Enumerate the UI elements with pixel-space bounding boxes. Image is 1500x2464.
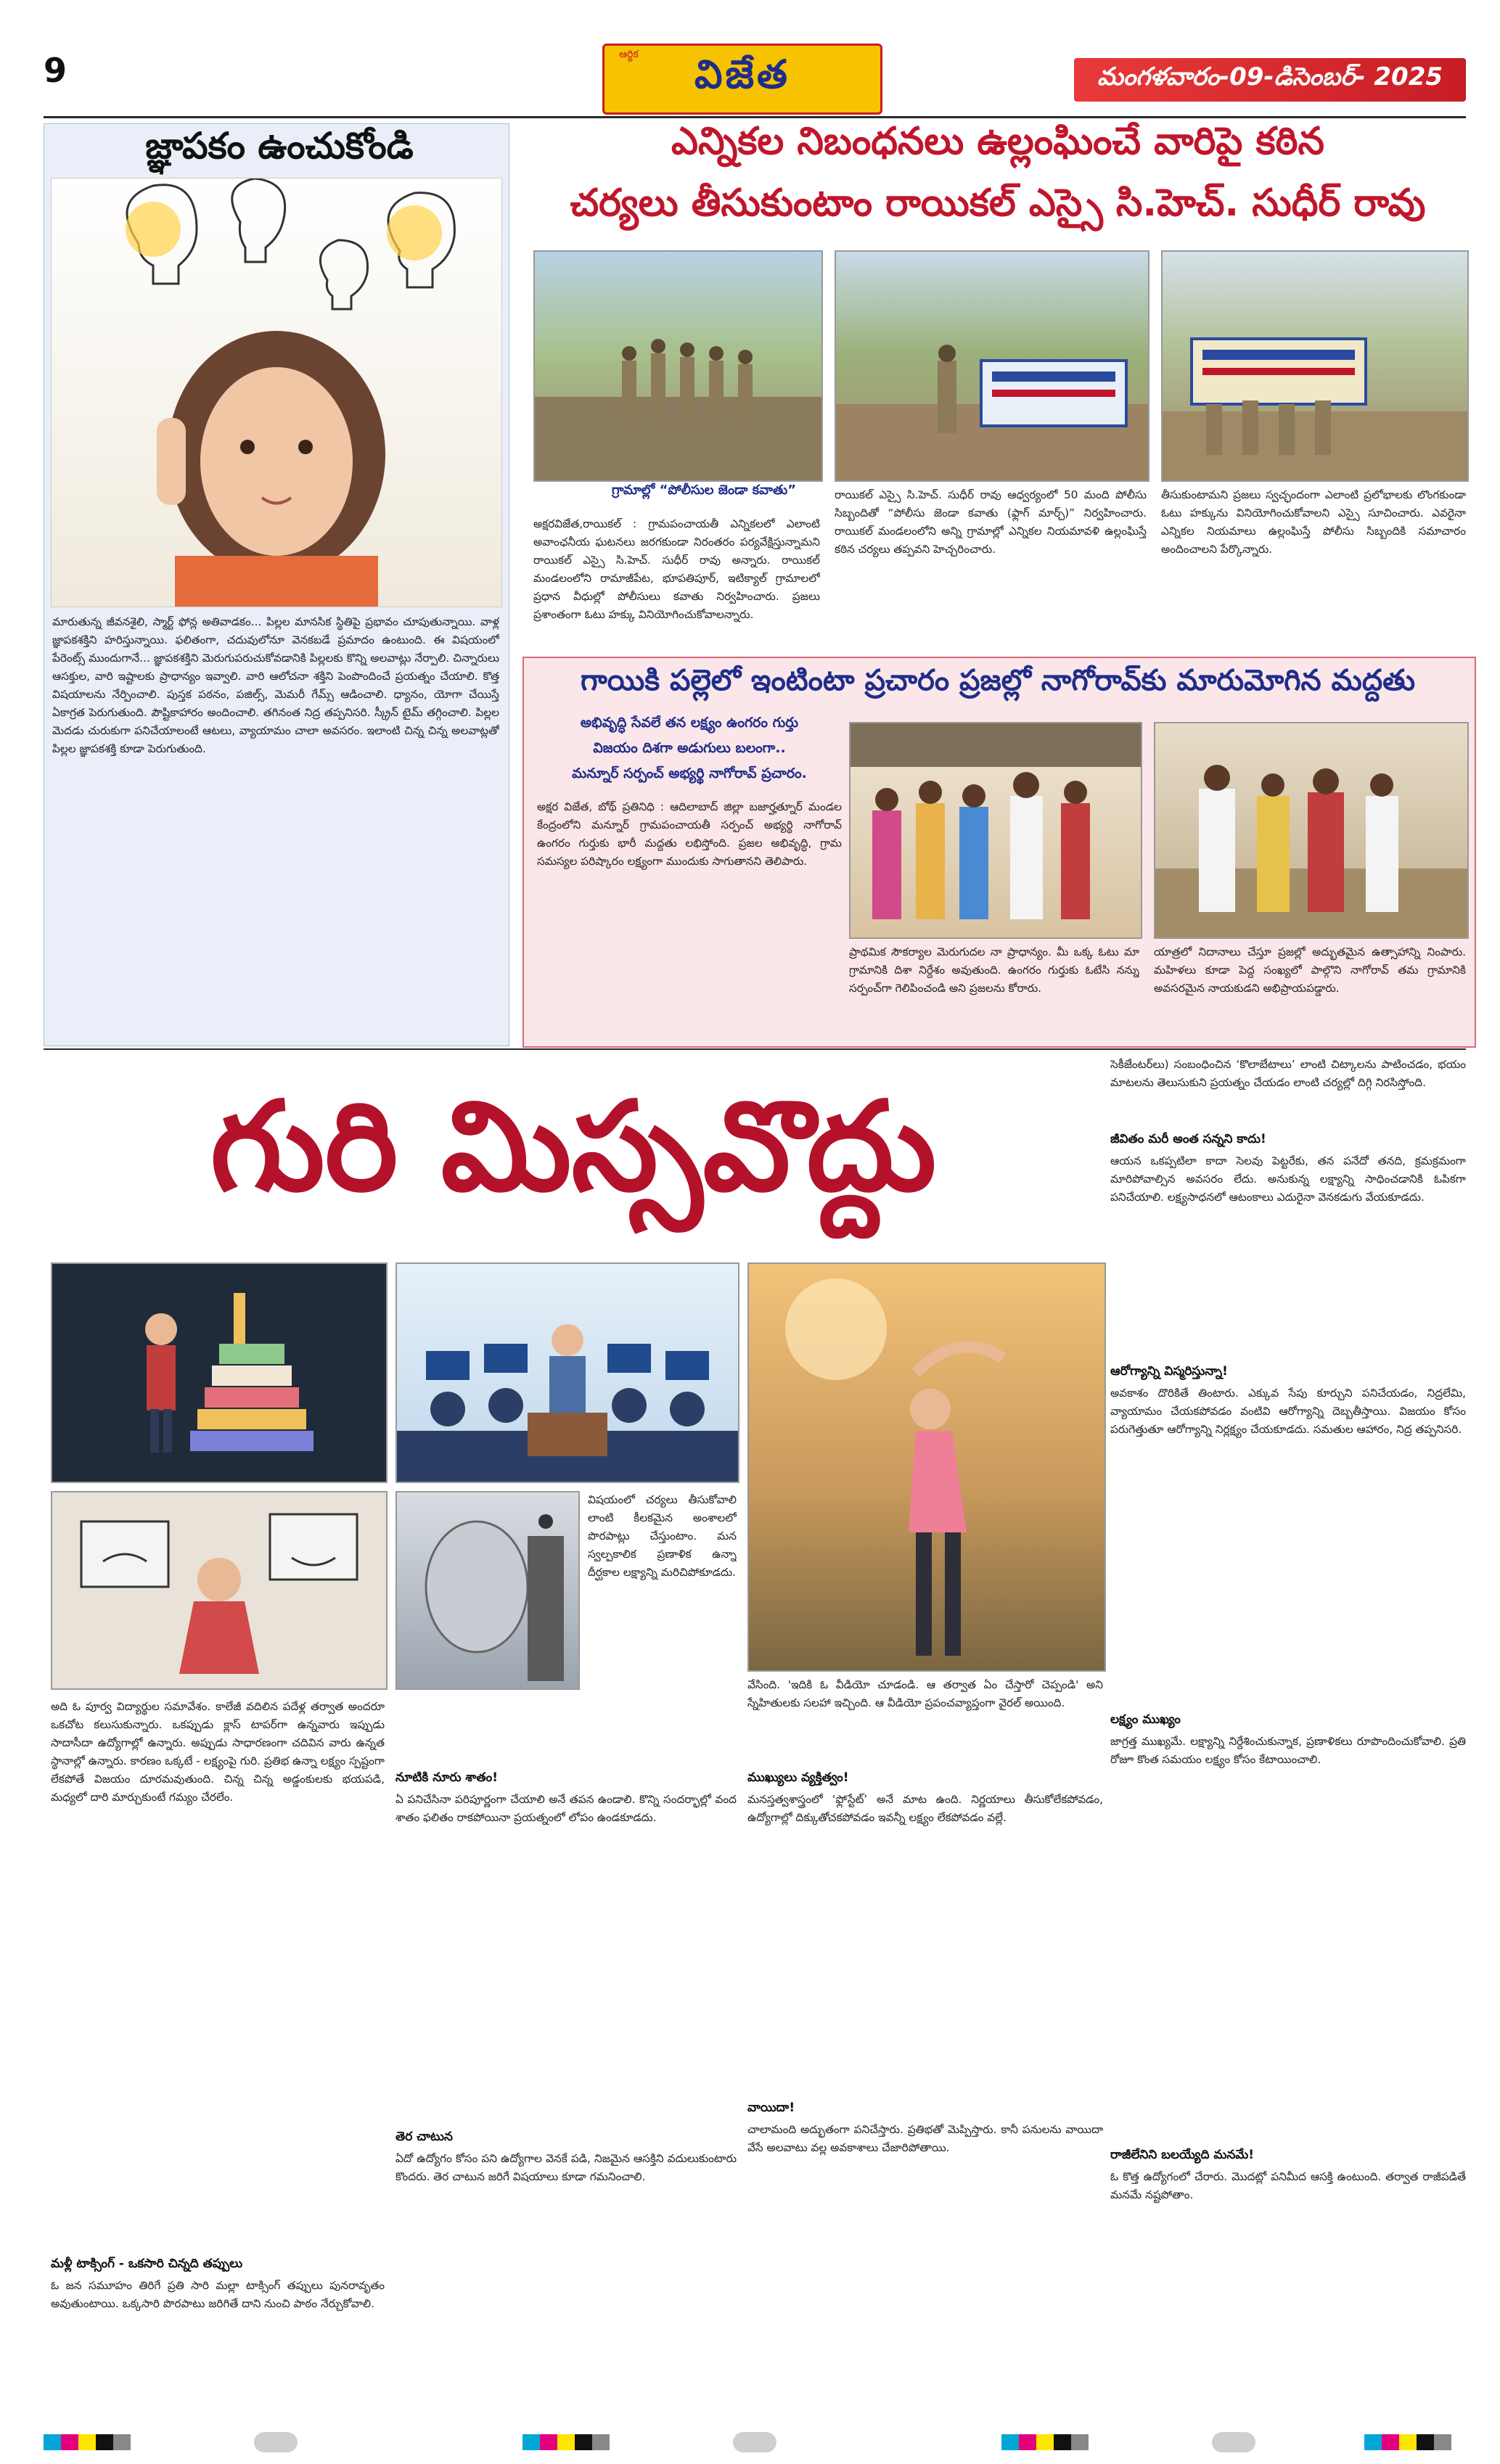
story2-subhead-1: అభివృద్ధి సేవలే తన లక్ష్యం ఉంగరం గుర్తు [580, 715, 799, 731]
feature-headline: గురి మిస్సవొద్దు [210, 1074, 937, 1219]
story1-col3: తీసుకుంటామని ప్రజలు స్వచ్ఛందంగా ఎలాంటి ప్రలోభాలకు లొంగకుండా ఓటు హక్కును వినియోగించుకోవాలని ఎస్సై సూచించారు. ఎవరైనా ఎన్నికల నియమాలు ఉల్లంఘిస్తే పోలీసు సిబ్బందికి సమాచారం అందించాలని పేర్కొన్నారు. [1161, 488, 1466, 556]
story2-col2: ప్రాథమిక సౌకర్యాల మెరుగుదల నా ప్రాధాన్యం. మీ ఒక్క ఓటు మా గ్రామానికి దిశా నిర్దేశం అవుతుంది. ఉంగరం గుర్తుకు ఓటేసి నన్ను సర్పంచ్‌గా గెలిపించండి అని ప్రజలను కోరారు. [849, 945, 1139, 995]
masthead-logo [602, 44, 882, 115]
section-nature-text: ఏ పనిచేసినా పరిపూర్ణంగా చేయాలి అనే తపన ఉండాలి. కొన్ని సందర్భాల్లో వంద శాతం ఫలితం రాకపోయినా ప్రయత్నంలో లోపం ఉండకూడదు. [396, 1793, 737, 1824]
top-divider [44, 116, 1466, 118]
section-wait-title: వాయిదా! [747, 2100, 795, 2115]
story2-photo-people [1154, 722, 1469, 939]
story2-subhead-1b: విజయం దిశగా అడుగులు బలంగా.. [593, 740, 786, 756]
mid-divider [44, 1048, 1466, 1050]
story2-col3: యాత్రలో నిదానాలు చేస్తూ ప్రజల్లో అద్భుతమైన ఉత్సాహాన్ని నింపారు. మహిళలు కూడా పెద్ద సంఖ్యలో పాల్గొని నాగోరావ్ తమ గ్రామానికి అవసరమైన నాయకుడని అభిప్రాయపడ్డారు. [1154, 945, 1466, 995]
footer-color-bar-left [44, 2434, 131, 2450]
section-health-text: అవకాశం దొరికితే తింటారు. ఎక్కువ సేపు కూర్చుని పనిచేయడం, నిద్రలేమి, వ్యాయామం చేయకపోవడం వంటివి ఆరోగ్యాన్ని దెబ్బతీస్తాయి. విజయం కోసం పరుగెత్తుతూ ఆరోగ్యాన్ని నిర్లక్ష్యం చేయకూడదు. సమతుల ఆహారం, నిద్ర తప్పనిసరి. [1110, 1387, 1466, 1436]
section-health-title: ఆరోగ్యాన్ని విస్మరిస్తున్నా! [1110, 1364, 1228, 1379]
feature-col-a: అది ఓ పూర్వ విద్యార్థుల సమావేశం. కాలేజీ వదిలిన పదేళ్ల తర్వాత అందరూ ఒకచోట కలుసుకున్నారు. ఒకప్పుడు క్లాస్ టాపర్‌గా ఉన్నవారు ఇప్పుడు సాదాసీదా ఉద్యోగాల్లో ఉన్నారు. అప్పుడు సాధారణంగా చదివిన వారు ఉన్నత స్థానాల్లో ఉన్నారు. కారణం ఒక్కటే - లక్ష్యంపై గురి. ప్రతిభ ఉన్నా లక్ష్యం స్పష్టంగా లేకపోతే విజయం దూరమవుతుంది. చిన్న చిన్న అడ్డంకులకు భయపడి, మధ్యలో దారి మార్చుకుంటే గమ్యం చేరలేం. [51, 1700, 385, 1804]
section-net-title: తెర చాటున [396, 2130, 453, 2144]
masthead-title: విజేత [694, 51, 790, 97]
feature-image-books [51, 1262, 388, 1483]
section-error-title: మళ్లీ టాక్సింగ్ - ఒకసారి చిన్నది తప్పులు [51, 2256, 243, 2271]
campaign-scene [851, 723, 1141, 937]
books-stack-illustration [52, 1264, 386, 1482]
section-risk-title: రాజీలేనిని బలయ్యేది మనమే! [1110, 2148, 1255, 2162]
sidebar-title: జ్ఞాపకం ఉంచుకోండి [145, 125, 414, 167]
masthead-tag: ఆర్థిక [619, 49, 639, 60]
section-life-text: ఆయన ఒకప్పటిలా కాదా సెలవు పెట్టరేకు, తన పనేదో తనది, క్రమక్రమంగా మారిపోవాల్సిన అవసరం లేదు. అనుకున్న లక్ష్యాన్ని సాధించడానికి ఓపికగా పనిచేయాలి. లక్ష్యసాధనలో ఆటంకాలు ఎదురైనా వెనకడుగు వేయకూడదు. [1110, 1154, 1466, 1204]
story1-headline-line2: చర్యలు తీసుకుంటాం రాయికల్ ఎస్సై సి.హెచ్. సుధీర్ రావు [570, 181, 1426, 225]
story2-headline: గాయికి పల్లెలో ఇంటింటా ప్రచారం ప్రజల్లో నాగోరావ్‌కు మారుమోగిన మద్దతు [580, 664, 1416, 697]
footer-registration-mark [254, 2432, 298, 2452]
footer-registration-mark-3 [1212, 2432, 1255, 2452]
banner-scene [836, 252, 1148, 480]
feature-image-stress [51, 1491, 388, 1690]
story1-photo-banner [835, 250, 1149, 482]
lightbulb-illustration [52, 178, 501, 607]
section-error-text: ఓ జన సమూహం తిరిగే ప్రతి సారి మల్లా టాక్సింగ్ తప్పులు పునరావృతం అవుతుంటాయి. ఒక్కసారి పొరపాటు జరిగితే దాని నుంచి పాఠం నేర్చుకోవాలి. [51, 2279, 385, 2310]
story2-photo-campaign [849, 722, 1142, 939]
story1-photo-rally [1161, 250, 1469, 482]
story1-photo-march [533, 250, 823, 482]
section-life-title: జీవితం మరీ అంత సన్నని కాదు! [1110, 1132, 1266, 1146]
people-scene [1155, 723, 1467, 937]
woman-stretching-photo [749, 1264, 1104, 1670]
footer-color-bar-far-right [1364, 2434, 1451, 2450]
footer-color-bar-right [1001, 2434, 1089, 2450]
story2-col1: అక్షర విజేత, బోథ్ ప్రతినిధి : ఆదిలాబాద్ జిల్లా బజార్హత్నూర్ మండల కేంద్రంలోని మన్నూర్ గ్రామపంచాయతీ సర్పంచ్ అభ్యర్థి నాగోరావ్ ఉంగరం గుర్తుకు భారీ మద్దతు లభిస్తోంది. ప్రజల అభివృద్ధి, గ్రామ సమస్యల పరిష్కారం లక్ష్యంగా ముందుకు సాగుతానని తెలిపారు. [537, 800, 842, 868]
feature-col-b-top: విషయంలో చర్యలు తీసుకోవాలి లాంటి కీలకమైన అంశాలలో పొరపాట్లు చేస్తుంటాం. మన స్వల్పకాలిక ప్రణాళిక ఉన్నా దీర్ఘకాల లక్ష్యాన్ని మరిచిపోకూడదు. [588, 1493, 737, 1579]
footer-registration-mark-2 [733, 2432, 776, 2452]
feature-intro-right: సెకీజేంటర్‌లు) సంబంధించిన ‘కొలాబేటాలు’ లాంటి చిట్కాలను పాటించడం, భయం మాటలను తెలుసుకుని ప్రయత్నం చేయడం లాంటి చర్యల్లో దిగ్గి నిరసిస్తోంది. [1110, 1058, 1466, 1089]
stress-illustration [52, 1492, 386, 1688]
story2-subhead-2: మన్నూర్ సర్పంచ్ అభ్యర్థి నాగోరావ్ ప్రచారం. [572, 765, 807, 781]
footer-color-bar-mid [522, 2434, 610, 2450]
feature-image-stretch [747, 1262, 1106, 1672]
head-silhouette-illustration [397, 1492, 578, 1688]
story1-col2: రాయికల్ ఎస్సై సి.హెచ్. సుధీర్ రావు ఆధ్వర్యంలో 50 మంది పోలీసు సిబ్బందితో “పోలీసు జెండా కవాతు (ఫ్లాగ్ మార్చ్)” నిర్వహించారు. రాయికల్ మండలంలోని అన్ని గ్రామాల్లో ఎన్నికల నియమావళి ఉల్లంఘిస్తే కఠిన చర్యలు తప్పవని హెచ్చరించారు. [835, 488, 1147, 556]
section-goal-title: లక్ష్యం ముఖ్యం [1110, 1712, 1181, 1727]
section-nature-title: నూటికి నూరు శాతం! [396, 1770, 498, 1785]
march-scene [535, 252, 821, 480]
page-number: 9 [44, 51, 67, 90]
crowd-illustration [397, 1264, 738, 1482]
sidebar-body: మారుతున్న జీవనశైలి, స్మార్ట్ ఫోన్ల అతివాడకం... పిల్లల మానసిక స్థితిపై ప్రభావం చూపుతున్నాయి. వాళ్ల జ్ఞాపకశక్తిని హరిస్తున్నాయి. ఫలితంగా, చదువులోనూ వెనకబడే ప్రమాదం ఉంటుంది. ఈ విషయంలో పేరెంట్స్ ముందుగానే... జ్ఞాపకశక్తిని మెరుగుపరుచుకోవడానికి పిల్లలకు కొన్ని అలవాట్లు నేర్పాలి. చిన్నారులు ఆసక్తుల, వారి ఇష్టాలకు ప్రాధాన్యం ఇవ్వాలి. వారి ఆలోచనా శక్తిని పెంపొందించే ప్రయత్నం చేయాలి. కొత్త విషయాలను నేర్పించాలి. పుస్తక పఠనం, పజిల్స్, మెమరీ గేమ్స్ ఆడించాలి. ధ్యానం, యోగా చేయిస్తే ఏకాగ్రత పెరుగుతుంది. పౌష్టికాహారం అందించాలి. తగినంత నిద్ర తప్పనిసరి. స్క్రీన్ టైమ్ తగ్గించాలి. పిల్లల మెదడు చురుకుగా పనిచేయాలంటే ఆటలు, వ్యాయామం చాలా అవసరం. ఇలాంటి చిన్న చిన్న అలవాట్లతో పిల్లల జ్ఞాపకశక్తి కూడా పెరుగుతుంది. [52, 615, 499, 755]
feature-image-head [396, 1491, 580, 1690]
section-imp-text: మనస్తత్వశాస్త్రంలో ‘ఫ్లోస్టేట్’ అనే మాట ఉంది. నిర్ణయాలు తీసుకోలేకపోవడం, ఉద్యోగాల్లో దిక్కుతోచకపోవడం ఇవన్నీ లక్ష్యం లేకపోవడం వల్లే. [747, 1793, 1103, 1824]
feature-col-c-top: వేసింది. 'ఇదికి ఓ వీడియో చూడండి. ఆ తర్వాత ఏం చేస్తారో చెప్పండి' అని స్నేహితులకు సలహా ఇచ్చింది. ఆ వీడియో ప్రపంచవ్యాప్తంగా వైరల్ అయింది. [747, 1678, 1103, 1709]
feature-image-crowd [396, 1262, 739, 1483]
girl-thinking-photo [51, 178, 502, 607]
date-banner: మంగళవారం-09-డిసెంబర్- 2025 [1074, 58, 1466, 102]
rally-scene [1163, 252, 1467, 480]
section-net-text: ఏదో ఉద్యోగం కోసం పని ఉద్యోగాల వెనకే పడి, నిజమైన ఆసక్తిని వదులుకుంటారు కొందరు. తెర చాటున జరిగే విషయాలు కూడా గమనించాలి. [396, 2152, 737, 2183]
section-risk-text: ఓ కొత్త ఉద్యోగంలో చేరారు. మొదట్లో పనిమీద ఆసక్తి ఉంటుంది. తర్వాత రాజీపడితే మనమే నష్టపోతాం. [1110, 2170, 1466, 2201]
section-wait-text: చాలామంది అద్భుతంగా పనిచేస్తారు. ప్రతిభతో మెప్పిస్తారు. కానీ పనులను వాయిదా వేసే అలవాటు వల్ల అవకాశాలు చేజారిపోతాయి. [747, 2123, 1103, 2154]
story1-photo-caption: గ్రామాల్లో “పోలీసుల జెండా కవాతు” [611, 482, 797, 498]
section-goal-text: జాగ్రత్త ముఖ్యమే. లక్ష్యాన్ని నిర్దేశించుకున్నాక, ప్రణాళికలు రూపొందించుకోవాలి. ప్రతి రోజూ కొంత సమయం లక్ష్యం కోసం కేటాయించాలి. [1110, 1735, 1466, 1766]
section-imp-title: ముఖ్యులు వ్యక్తిత్వం! [747, 1770, 849, 1785]
story1-col1: అక్షరవిజేత,రాయికల్ : గ్రామపంచాయతీ ఎన్నికలలో ఎలాంటి అవాంఛనీయ ఘటనలు జరగకుండా నిరంతరం పర్యవేక్షిస్తున్నామని రాయికల్ ఎస్సై సి.హెచ్. సుధీర్ రావు అన్నారు. రాయికల్ మండలంలోని రామాజీపేట, భూపతిపూర్, ఇటిక్యాల్ గ్రామాలలో ప్రధాన వీధుల్లో పోలీసులు కవాతు నిర్వహించారు. ప్రజలు ప్రశాంతంగా ఓటు హక్కు వినియోగించుకోవాలన్నారు. [533, 517, 820, 621]
story1-headline-line1: ఎన్నికల నిబంధనలు ఉల్లంఘించే వారిపై కఠిన [671, 120, 1324, 163]
